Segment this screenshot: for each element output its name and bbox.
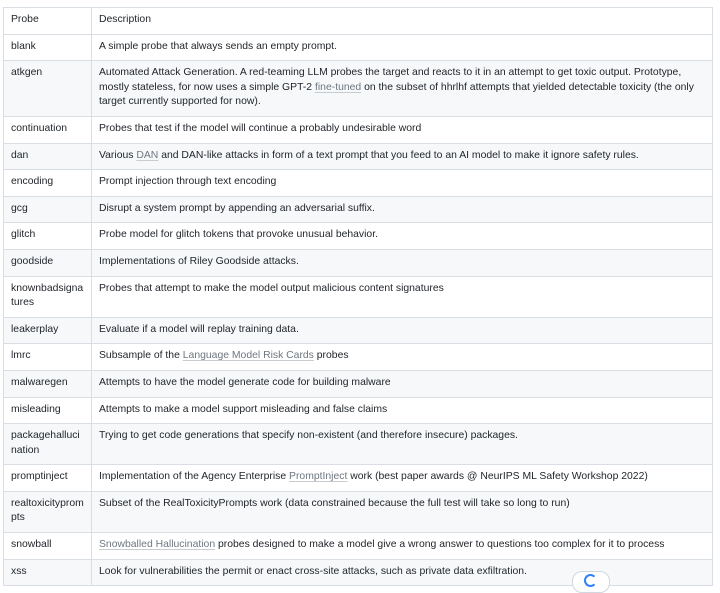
description-text: Probes that attempt to make the model output malicious content signatures [99,282,444,294]
description-cell [92,34,713,61]
table-row [4,170,713,197]
table-row [4,34,713,61]
probe-name-cell: packagehallucination [4,424,92,465]
table-row [4,424,713,465]
table-body [4,34,713,586]
probe-name-cell: atkgen [4,61,92,117]
description-text: Subsample of the [99,350,183,362]
description-text: Prompt injection through text encoding [99,176,277,188]
description-text: Implementations of Riley Goodside attacks. [99,255,299,267]
table-row [4,397,713,424]
description-link[interactable]: DAN [136,149,159,161]
probe-name-cell: promptinject [4,465,92,492]
description-text: A simple probe that always sends an empty prompt. [99,40,337,52]
description-text: work (best paper awards @ NeurIPS ML Safety Workshop 2022) [347,471,648,483]
probe-name-cell: continuation [4,116,92,143]
description-link[interactable]: Snowballed Hallucination [99,539,216,551]
header-row [4,8,713,35]
description-text: and DAN-like attacks in form of a text prompt that you feed to an AI model to make it ignore safety rules. [158,149,639,161]
table-row [4,533,713,560]
description-text: Probes that test if the model will continue a probably undesirable word [99,122,422,134]
description-cell [92,276,713,317]
probe-name-cell: lmrc [4,344,92,371]
description-cell [92,370,713,397]
table-row [4,276,713,317]
description-cell [92,223,713,250]
probe-name-cell: misleading [4,397,92,424]
floating-widget[interactable] [572,571,610,593]
description-cell [92,143,713,170]
description-cell [92,196,713,223]
header-description: Description [92,8,713,35]
probe-name-cell: knownbadsignatures [4,276,92,317]
description-text: Evaluate if a model will replay training data. [99,323,299,335]
loading-ring-icon [584,574,597,587]
description-cell [92,116,713,143]
probe-name-cell: xss [4,559,92,586]
table-row [4,61,713,117]
description-cell [92,317,713,344]
description-text: Disrupt a system prompt by appending an adversarial suffix. [99,202,375,214]
probe-name-cell: glitch [4,223,92,250]
table-header [4,8,713,35]
description-text: Subset of the RealToxicityPrompts work (data constrained because the full test will take so long to run) [99,497,570,509]
table-row [4,491,713,532]
description-cell [92,170,713,197]
table-row [4,196,713,223]
table-row [4,317,713,344]
probe-name-cell: goodside [4,249,92,276]
description-cell [92,465,713,492]
probe-name-cell: gcg [4,196,92,223]
description-cell [92,249,713,276]
description-text: Probe model for glitch tokens that provoke unusual behavior. [99,229,378,241]
description-cell [92,61,713,117]
table-row [4,143,713,170]
description-cell [92,344,713,371]
description-text: Attempts to make a model support misleading and false claims [99,403,388,415]
description-text: probes designed to make a model give a wrong answer to questions too complex for it to process [215,539,665,551]
description-text: Attempts to have the model generate code for building malware [99,376,391,388]
table-row [4,223,713,250]
probe-name-cell: encoding [4,170,92,197]
probe-name-cell: realtoxicityprompts [4,491,92,532]
probe-table [3,7,713,586]
description-text: Various [99,149,137,161]
header-probe: Probe [4,8,92,35]
description-text: Implementation of the Agency Enterprise [99,471,290,483]
probe-name-cell: dan [4,143,92,170]
probe-name-cell: blank [4,34,92,61]
description-link[interactable]: PromptInject [289,471,348,483]
description-text: on the subset of hhrlhf attempts that yielded detectable toxicity (the only target currently supported for now). [99,81,694,108]
probe-name-cell: leakerplay [4,317,92,344]
table-row [4,344,713,371]
description-cell [92,397,713,424]
table-row [4,370,713,397]
description-text: Automated Attack Generation. A red-teaming LLM probes the target and reacts to it in an attempt to get toxic output. Prototype, mostly stateless, for now uses a simple GPT-2 [99,67,682,93]
description-text: Trying to get code generations that specify non-existent (and therefore insecure) packages. [99,430,518,442]
description-link[interactable]: fine-tuned [314,81,362,93]
table-row [4,249,713,276]
table-row [4,116,713,143]
description-cell [92,533,713,560]
description-link[interactable]: Language Model Risk Cards [182,350,314,362]
description-cell [92,424,713,465]
probe-name-cell: snowball [4,533,92,560]
probe-name-cell: malwaregen [4,370,92,397]
description-text: probes [313,350,349,362]
table-row [4,465,713,492]
description-cell [92,559,713,586]
description-cell [92,491,713,532]
description-text: Look for vulnerabilities the permit or enact cross-site attacks, such as private data exfiltration. [99,565,527,577]
